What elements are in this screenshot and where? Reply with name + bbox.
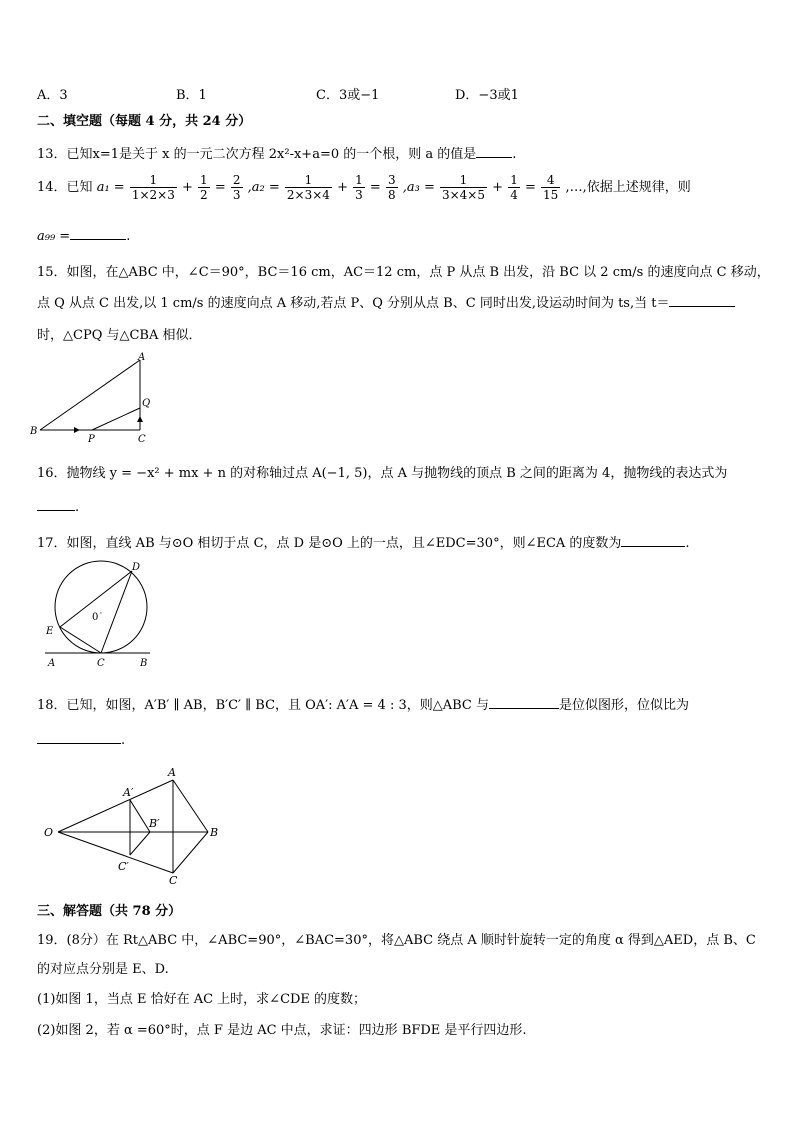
q18-label-a-prime: A′ <box>123 786 134 799</box>
q15-line1: 15．如图，在△ABC 中，∠C＝90°，BC＝16 cm，AC＝12 cm，点 P 从点 B 出发，沿 BC 以 2 cm/s 的速度向点 C 移动， <box>37 265 770 280</box>
q17-label-o: 0˙ <box>92 612 104 623</box>
q15-line2: 点 Q 从点 C 出发,以 1 cm/s 的速度向点 A 移动,若点 P、Q 分别从点 B、C 同时出发,设运动时间为 ts,当 t＝ <box>37 292 735 311</box>
q17-label-b: B <box>140 658 148 669</box>
q14-a1: a₁ = <box>96 180 125 195</box>
q17-line1: 17．如图，直线 AB 与⊙O 相切于点 C，点 D 是⊙O 上的一点，且∠EDC=30°，则∠ECA 的度数为 . <box>37 536 690 551</box>
q14-frac-9: $\frac{4}{15}$ <box>543 173 559 202</box>
q15-figure <box>30 350 170 445</box>
q15-label-c: C <box>138 434 146 445</box>
q14-frac-7: $\frac{1}{3\times 4\times 5}$ <box>441 173 485 202</box>
q15-label-q: Q <box>142 398 151 409</box>
q18-label-b-prime: B′ <box>149 817 160 830</box>
q14-frac-5: $\frac{1}{3}$ <box>355 173 363 202</box>
q18-label-c: C <box>169 874 178 887</box>
q13-period: . <box>512 147 517 162</box>
choice-c: C．3或−1 <box>316 88 380 103</box>
section-solution-title: 三、解答题（共 78 分） <box>37 904 182 919</box>
choice-b: B．1 <box>176 88 207 103</box>
q19-line4: (2)如图 2，若 α =60°时，点 F 是边 AC 中点，求证：四边形 BFDE 是平行四边形. <box>37 1023 527 1038</box>
q13-text: 13．已知x=1是关于 x 的一元二次方程 2x²-x+a=0 的一个根，则 a 的值是 <box>37 147 477 162</box>
q16-answer-blank[interactable] <box>37 498 75 511</box>
question-14: 14．已知 a₁ = $\frac{1}{1\times 2\times 3}$ + $\frac{1}{2}$ = $\frac{2}{3}$ ,a₂ = $\frac{1}{2\times 3\times 4}$ + $\frac{1}{3}$ = $\frac{3}{8}$ ,a₃ = $\frac{1}{3\times 4\times 5}$ + $\frac{1}{4}$ = $\frac{4}{15}$ ,…,依据上述规律，则 <box>37 173 691 202</box>
q18-answer-blank-1[interactable] <box>489 696 559 709</box>
q14-frac-3: $\frac{2}{3}$ <box>232 173 241 202</box>
q18-label-a: A <box>168 766 176 779</box>
q14-tail: ,…,依据上述规律，则 <box>565 180 691 195</box>
q18-label-c-prime: C′ <box>118 860 129 873</box>
q17-figure <box>40 558 165 670</box>
q15-answer-blank[interactable] <box>669 294 735 307</box>
q14-a2: ,a₂ = <box>247 180 280 195</box>
q15-label-p: P <box>88 434 95 445</box>
section-fill-in-title: 二、填空题（每题 4 分，共 24 分） <box>37 114 252 129</box>
q18-label-b: B <box>210 826 219 839</box>
q14-frac-4: $\frac{1}{2\times 3\times 4}$ <box>286 173 330 202</box>
q14-answer-blank[interactable] <box>70 227 126 240</box>
q14-frac-8: $\frac{1}{4}$ <box>510 173 518 202</box>
q16-line1: 16．抛物线 y = −x² + mx + n 的对称轴过点 A(−1, 5)，点 A 与抛物线的顶点 B 之间的距离为 4，抛物线的表达式为 <box>37 466 728 481</box>
q17-label-d: D <box>132 562 141 573</box>
q18-line1: 18．已知，如图，A′B′ ∥ AB，B′C′ ∥ BC，且 OA′: A′A = 4 : 3，则△ABC 与 是位似图形，位似比为 <box>37 698 690 713</box>
q19-line3: (1)如图 1，当点 E 恰好在 AC 上时，求∠CDE 的度数； <box>37 992 367 1007</box>
q14-a3: ,a₃ = <box>402 180 435 195</box>
q14-answer-line: a₉₉ = . <box>37 229 131 244</box>
question-13 <box>37 143 516 162</box>
q19-line2: 的对应点分别是 E、D. <box>37 962 169 977</box>
q14-frac-6: $\frac{3}{8}$ <box>387 173 396 202</box>
q14-frac-1: $\frac{1}{1\times 2\times 3}$ <box>131 173 175 202</box>
q17-answer-blank[interactable] <box>621 534 685 547</box>
q18-label-o: O <box>44 826 54 839</box>
q18-answer-line: . <box>37 731 125 748</box>
q17-label-a: A <box>48 658 56 669</box>
q15-label-b: B <box>30 426 38 437</box>
q15-label-a: A <box>138 352 146 363</box>
q17-label-e: E <box>46 626 54 637</box>
q14-a99: a₉₉ = <box>37 229 71 244</box>
q16-answer-line: . <box>37 498 79 515</box>
choice-a: A．3 <box>37 88 68 103</box>
q14-frac-2: $\frac{1}{2}$ <box>200 173 208 202</box>
choice-d: D．−3或1 <box>455 88 519 103</box>
q18-answer-blank-2[interactable] <box>37 731 121 744</box>
q14-prefix: 14．已知 <box>37 180 93 195</box>
q18-figure <box>38 760 228 890</box>
q19-line1: 19．(8分）在 Rt△ABC 中，∠ABC=90°，∠BAC=30°，将△ABC 绕点 A 顺时针旋转一定的角度 α 得到△AED，点 B、C <box>37 933 756 948</box>
q17-label-c: C <box>97 658 105 669</box>
q15-line3: 时，△CPQ 与△CBA 相似． <box>37 328 202 343</box>
q13-answer-blank[interactable] <box>476 145 512 158</box>
